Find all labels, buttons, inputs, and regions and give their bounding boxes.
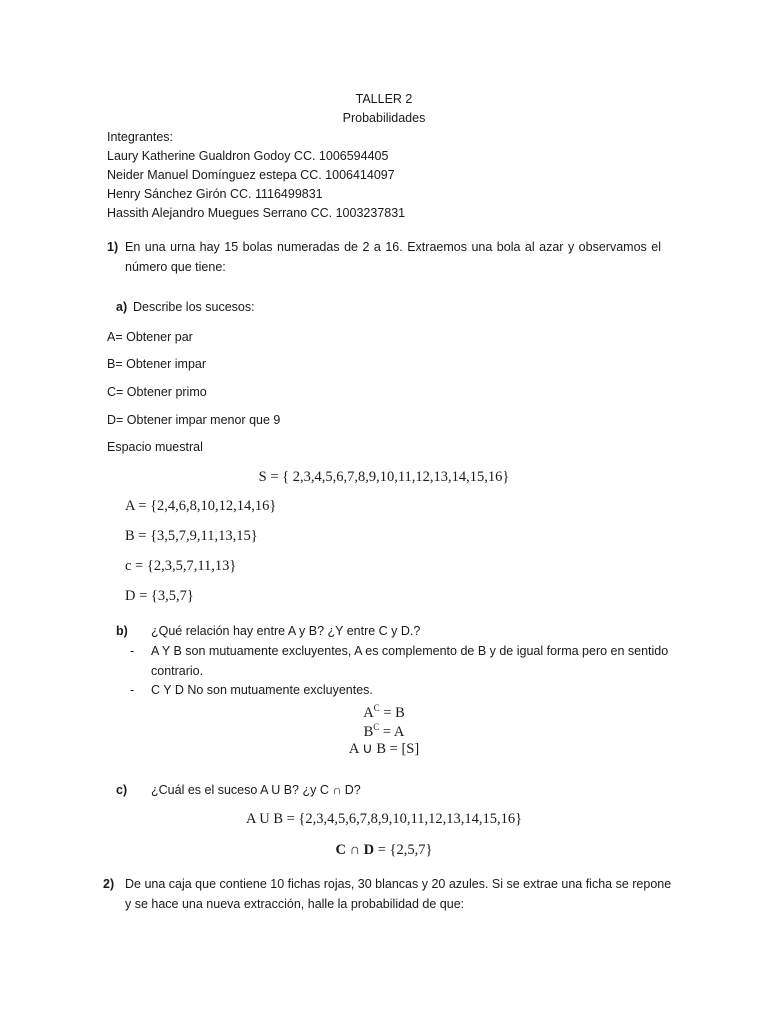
- bullet-dash: -: [130, 683, 135, 697]
- subquestion-b-question: ¿Qué relación hay entre A y B? ¿Y entre C y D.?: [151, 624, 421, 638]
- members-heading: Integrantes:: [107, 130, 174, 144]
- event-line: D= Obtener impar menor que 9: [107, 413, 281, 427]
- complement-equation-a: [0, 703, 768, 722]
- intersection-rhs: = {2,5,7}: [374, 842, 433, 858]
- subquestion-c-question: ¿Cuál es el suceso A U B? ¿y C ∩ D?: [151, 783, 361, 797]
- document-subtitle: Probabilidades: [342, 111, 426, 125]
- set-equation: c = {2,3,5,7,11,13}: [125, 558, 237, 574]
- intersection-equation: [0, 842, 768, 859]
- eq-rest: = A: [379, 723, 405, 740]
- bullet-dash: -: [130, 644, 135, 658]
- question-2-number: 2): [103, 877, 115, 891]
- union-equation: A U B = {2,3,4,5,6,7,8,9,10,11,12,13,14,15,16}: [245, 811, 523, 827]
- member-line: Neider Manuel Domínguez estepa CC. 1006414097: [107, 168, 395, 182]
- event-line: C= Obtener primo: [107, 385, 207, 399]
- document-title: TALLER 2: [355, 92, 413, 106]
- member-line: Henry Sánchez Girón CC. 1116499831: [107, 187, 323, 201]
- answer-line: C Y D No son mutuamente excluyentes.: [151, 683, 373, 697]
- event-line: B= Obtener impar: [107, 357, 207, 371]
- sample-space-label: Espacio muestral: [107, 440, 203, 454]
- set-equation: A = {2,4,6,8,10,12,14,16}: [125, 498, 277, 514]
- member-line: Hassith Alejandro Muegues Serrano CC. 1003237831: [107, 206, 406, 220]
- question-1-text: En una urna hay 15 bolas numeradas de 2 a 16. Extraemos una bola al azar y observamos el: [125, 240, 661, 254]
- subquestion-a-text: Describe los sucesos:: [133, 300, 255, 314]
- eq-base: A: [363, 704, 374, 721]
- complement-equation-b: [0, 722, 768, 741]
- subquestion-b-label: b): [116, 624, 128, 638]
- eq-superscript: C: [373, 722, 380, 732]
- subquestion-c-label: c): [116, 783, 128, 797]
- question-2-text: De una caja que contiene 10 fichas rojas, 30 blancas y 20 azules. Si se extrae una ficha se repone: [125, 877, 672, 891]
- eq-rest: = B: [379, 704, 405, 721]
- set-equation: B = {3,5,7,9,11,13,15}: [125, 528, 258, 544]
- question-1-text-cont: número que tiene:: [125, 260, 226, 274]
- question-1-number: 1): [107, 240, 119, 254]
- question-2-text-cont: y se hace una nueva extracción, halle la probabilidad de que:: [125, 897, 465, 911]
- eq-superscript: C: [373, 703, 380, 713]
- answer-line-cont: contrario.: [151, 664, 204, 678]
- sample-space-equation: S = { 2,3,4,5,6,7,8,9,10,11,12,13,14,15,16}: [258, 469, 510, 485]
- eq-base: B: [363, 723, 374, 740]
- union-sample-equation: A ∪ B = [S]: [348, 741, 420, 757]
- member-line: Laury Katherine Gualdron Godoy CC. 1006594405: [107, 149, 389, 163]
- event-line: A= Obtener par: [107, 330, 193, 344]
- set-equation: D = {3,5,7}: [125, 588, 194, 604]
- answer-line: A Y B son mutuamente excluyentes, A es complemento de B y de igual forma pero en sentido: [151, 644, 669, 658]
- subquestion-a-label: a): [116, 300, 128, 314]
- intersection-lhs: C ∩ D: [335, 842, 375, 858]
